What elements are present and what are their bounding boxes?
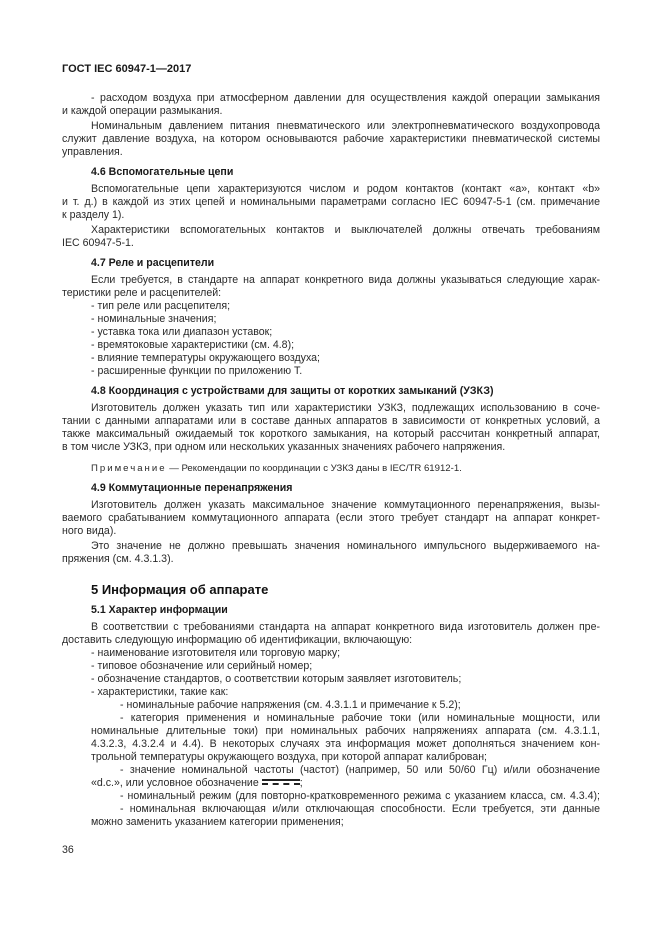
- text-line: 4.9 Коммутационные перенапряжения: [91, 482, 293, 494]
- page-number: 36: [62, 844, 74, 856]
- text-line: - влияние температуры окружающего воздуха;: [91, 352, 320, 364]
- paragraph: [62, 540, 600, 566]
- paragraph: [62, 621, 600, 829]
- text-line: - характеристики, такие как:: [91, 686, 229, 698]
- text-line: - значение номинальной частоты (частот) (например, 50 или 50/60 Гц) и/или обозначение: [120, 764, 600, 776]
- text-line: и каждой операции размыкания.: [62, 105, 223, 117]
- text-line: 5 Информация об аппарате: [91, 582, 269, 597]
- text-line: - номинальный режим (для повторно-кратковременного режима с указанием класса, см. 4.3.4);: [120, 790, 600, 802]
- text-line: В соответствии с требованиями стандарта на аппарат конкретного вида изготовитель должен пре-: [91, 621, 600, 633]
- text-line: - уставка тока или диапазон уставок;: [91, 326, 273, 338]
- text-line: можно заменить указанием категории применения;: [91, 816, 344, 828]
- text-line: в том числе УЗКЗ, при одном или нескольких указанных значениях рабочего напряжения.: [62, 441, 506, 453]
- subsection-heading: [62, 385, 600, 398]
- text-line: и т. д.) в каждой из этих цепей и номинальными параметрами согласно IEC 60947-5-1 (см. примечание: [62, 196, 600, 208]
- text-line: - номинальные рабочие напряжения (см. 4.3.1.1 и примечание к 5.2);: [120, 699, 461, 711]
- text-line: управления.: [62, 146, 123, 158]
- text-line: ваемого срабатыванием коммутационного аппарата (если этого требует стандарт на аппарат конкрет-: [62, 512, 600, 524]
- text-line: Изготовитель должен указать максимальное значение коммутационного перенапряжения, вызы-: [91, 499, 600, 511]
- paragraph: [62, 274, 600, 378]
- note: [62, 462, 600, 475]
- text-line: номинальные длительные токи) при номинальных рабочих напряжениях аппарата (см. 4.3.1.1,: [91, 725, 600, 737]
- text-line: пряжения (см. 4.3.1.3).: [62, 553, 174, 565]
- paragraph: [62, 183, 600, 222]
- paragraph: [62, 402, 600, 454]
- text-line: Это значение не должно превышать значения номинального импульсного выдерживаемого на-: [91, 540, 600, 552]
- text-line: ного вида).: [62, 525, 117, 537]
- text-line: 4.3.2.3, 4.3.2.4 и 4.4). В некоторых случаях эта информация может дополняться значением кон-: [91, 738, 600, 750]
- text-line: теристики реле и расцепителей:: [62, 287, 222, 299]
- text-line: - наименование изготовителя или торговую марку;: [91, 647, 341, 659]
- subsection-heading: [62, 166, 600, 179]
- text-line: - номинальная включающая и/или отключающая способности. Если требуется, эти данные: [120, 803, 600, 815]
- paragraph: [62, 92, 600, 118]
- note-line: [62, 462, 600, 475]
- text-line: Если требуется, в стандарте на аппарат конкретного вида должны указываться следующие харак-: [91, 274, 600, 286]
- text-line: доставить следующую информацию об идентификации, включающую:: [62, 634, 413, 646]
- text-line: IEC 60947-5-1.: [62, 237, 134, 249]
- text-line: Номинальным давлением питания пневматического или электропневматического воздухопровода: [91, 120, 600, 132]
- document-body: [62, 92, 600, 831]
- text-line: Изготовитель должен указать тип или характеристики УЗКЗ, подлежащих использованию в соче-: [91, 402, 600, 414]
- text-line: служит давление воздуха, на котором основываются рабочие характеристики пневматической системы: [62, 133, 600, 145]
- subsection-heading: [62, 482, 600, 495]
- subsection-heading: [62, 604, 600, 617]
- text-line: «d.c.», или условное обозначение ;: [91, 777, 303, 789]
- document-header: ГОСТ IEC 60947-1—2017: [62, 63, 192, 75]
- text-line: - обозначение стандартов, о соответствии которым заявляет изготовитель;: [91, 673, 462, 685]
- text-line: - времятоковые характеристики (см. 4.8);: [91, 339, 295, 351]
- text-line: 4.7 Реле и расцепители: [91, 257, 215, 269]
- text-line: 5.1 Характер информации: [91, 604, 228, 616]
- text-line: Характеристики вспомогательных контактов и выключателей должны отвечать требованиям: [91, 224, 600, 236]
- text-line: трольной температуры окружающего воздуха, при которой аппарат калиброван;: [91, 751, 488, 763]
- note-text: — Рекомендации по координации с УЗКЗ даны в IEC/TR 61912-1.: [166, 463, 462, 474]
- text-line: Вспомогательные цепи характеризуются числом и родом контактов (контакт «а», контакт «b»: [91, 183, 600, 195]
- text-line: - номинальные значения;: [91, 313, 217, 325]
- paragraph: [62, 499, 600, 538]
- note-label: Примечание: [91, 463, 167, 474]
- text-line: - расходом воздуха при атмосферном давлении для осуществления каждой операции замыкания: [91, 92, 600, 104]
- subsection-heading: [62, 257, 600, 270]
- text-line: - типовое обозначение или серийный номер;: [91, 660, 313, 672]
- section-heading: [62, 582, 600, 597]
- text-line: - расширенные функции по приложению Т.: [91, 365, 303, 377]
- text-line: также максимальный ожидаемый ток короткого замыкания, на который рассчитан конкретный аппарат,: [62, 428, 600, 440]
- text-line: 4.6 Вспомогательные цепи: [91, 166, 234, 178]
- text-line: - тип реле или расцепителя;: [91, 300, 231, 312]
- text-line: к разделу 1).: [62, 209, 125, 221]
- text-line: тании с данными аппаратами или в составе данных аппаратов в зависимости от конкретных условий, а: [62, 415, 600, 427]
- text-line: - категория применения и номинальные рабочие токи (или номинальные мощности, или: [120, 712, 600, 724]
- direct-current-symbol-icon: [262, 779, 300, 787]
- paragraph: [62, 224, 600, 250]
- text-line: 4.8 Координация с устройствами для защиты от коротких замыканий (УЗКЗ): [91, 385, 494, 397]
- paragraph: [62, 120, 600, 159]
